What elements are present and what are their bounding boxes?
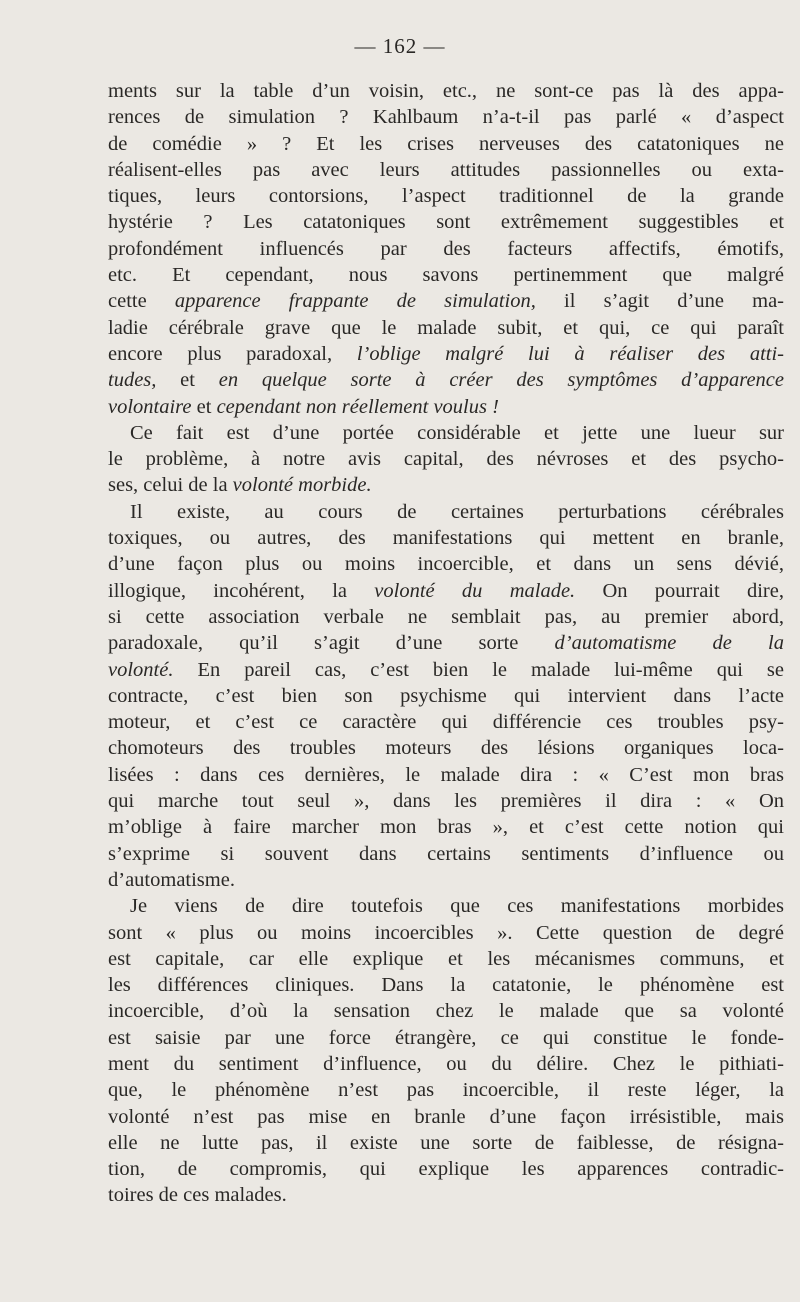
line-text: réalisent-elles pas avec leurs attitudes passionnelles ou exta- bbox=[108, 158, 784, 181]
text-line bbox=[108, 104, 784, 130]
line-text: m’oblige à faire marcher mon bras », et c’est cette notion qui bbox=[108, 816, 784, 839]
text-line bbox=[108, 814, 784, 840]
line-text: incoercible, d’où la sensation chez le malade que sa volonté bbox=[108, 1000, 784, 1023]
text-line bbox=[108, 657, 784, 683]
line-text: tion, de compromis, qui explique les apparences contradic- bbox=[108, 1158, 784, 1181]
text-line bbox=[108, 472, 784, 498]
text-line bbox=[108, 315, 784, 341]
line-text: est capitale, car elle explique et les mécanismes communs, et bbox=[108, 947, 784, 970]
text-line bbox=[108, 420, 784, 446]
text-line bbox=[108, 1025, 784, 1051]
line-text: ment du sentiment d’influence, ou du délire. Chez le pithiati- bbox=[108, 1052, 784, 1075]
line-text: paradoxale, qu’il s’agit d’une sorte bbox=[108, 632, 555, 655]
line-text: les différences cliniques. Dans la catatonie, le phénomène est bbox=[108, 974, 784, 997]
line-text: cette bbox=[108, 290, 175, 313]
text-line bbox=[108, 1182, 784, 1208]
text-line bbox=[108, 998, 784, 1024]
line-text: le problème, à notre avis capital, des névroses et des psycho- bbox=[108, 448, 784, 471]
italic-phrase: d’automatisme de la bbox=[554, 632, 784, 655]
text-line bbox=[108, 788, 784, 814]
line-text: Il existe, au cours de certaines perturbations cérébrales bbox=[130, 500, 784, 523]
body-text bbox=[108, 78, 784, 1209]
text-line bbox=[108, 841, 784, 867]
text-line bbox=[108, 1130, 784, 1156]
text-line bbox=[108, 131, 784, 157]
line-text: que, le phénomène n’est pas incoercible, il reste léger, la bbox=[108, 1079, 784, 1102]
text-line bbox=[108, 762, 784, 788]
line-text: volonté n’est pas mise en branle d’une façon irrésistible, mais bbox=[108, 1105, 784, 1128]
text-line bbox=[108, 630, 784, 656]
line-text: et bbox=[191, 395, 217, 418]
italic-phrase: apparence frappante de simulation, bbox=[174, 290, 536, 313]
line-text: d’une façon plus ou moins incoercible, et dans un sens dévié, bbox=[108, 553, 784, 576]
text-line bbox=[108, 1051, 784, 1077]
italic-phrase: tudes, bbox=[108, 369, 157, 392]
text-line bbox=[108, 920, 784, 946]
line-text: En pareil cas, c’est bien le malade lui-même qui se bbox=[173, 658, 784, 681]
line-text: contracte, c’est bien son psychisme qui intervient dans l’acte bbox=[108, 684, 784, 707]
text-line bbox=[108, 1104, 784, 1130]
italic-phrase: cependant non réellement voulus ! bbox=[216, 395, 499, 418]
line-text: est saisie par une force étrangère, ce qui constitue le fonde- bbox=[108, 1026, 784, 1049]
text-line bbox=[108, 288, 784, 314]
line-text: de comédie » ? Et les crises nerveuses des catatoniques ne bbox=[108, 132, 784, 155]
line-text: ladie cérébrale grave que le malade subit, et qui, ce qui paraît bbox=[108, 316, 784, 339]
line-text: encore plus paradoxal, bbox=[108, 342, 357, 365]
line-text: moteur, et c’est ce caractère qui différencie ces troubles psy- bbox=[108, 711, 784, 734]
line-text: On pourrait dire, bbox=[575, 579, 784, 602]
page-number: — 162 — bbox=[354, 34, 446, 58]
line-text: sont « plus ou moins incoercibles ». Cette question de degré bbox=[108, 921, 784, 944]
line-text: toxiques, ou autres, des manifestations qui mettent en branle, bbox=[108, 527, 784, 550]
text-line bbox=[108, 578, 784, 604]
line-text: ses, celui de la bbox=[108, 474, 233, 497]
line-text: etc. Et cependant, nous savons pertinemment que malgré bbox=[108, 264, 784, 287]
text-line bbox=[108, 209, 784, 235]
text-line bbox=[108, 262, 784, 288]
text-line bbox=[108, 78, 784, 104]
italic-phrase: en quelque sorte à créer des symptômes d’apparence bbox=[218, 369, 785, 392]
line-text: d’automatisme. bbox=[108, 868, 235, 891]
line-text: Je viens de dire toutefois que ces manifestations morbides bbox=[130, 895, 784, 918]
italic-phrase: volonté. bbox=[108, 658, 174, 681]
line-text: elle ne lutte pas, il existe une sorte de faiblesse, de résigna- bbox=[108, 1131, 784, 1154]
text-line bbox=[108, 604, 784, 630]
line-text: ments sur la table d’un voisin, etc., ne sont-ce pas là des appa- bbox=[108, 80, 784, 102]
text-line bbox=[108, 972, 784, 998]
text-line bbox=[108, 551, 784, 577]
italic-phrase: volonté morbide. bbox=[232, 474, 372, 497]
text-line bbox=[108, 1156, 784, 1182]
text-line bbox=[108, 499, 784, 525]
line-text: rences de simulation ? Kahlbaum n’a-t-il pas parlé « d’aspect bbox=[108, 106, 784, 129]
italic-phrase: volonté du malade. bbox=[374, 579, 576, 602]
line-text: s’exprime si souvent dans certains sentiments d’influence ou bbox=[108, 842, 784, 865]
text-line bbox=[108, 367, 784, 393]
text-line bbox=[108, 525, 784, 551]
text-line bbox=[108, 867, 784, 893]
text-line bbox=[108, 394, 784, 420]
text-line bbox=[108, 946, 784, 972]
line-text: si cette association verbale ne semblait pas, au premier abord, bbox=[108, 605, 784, 628]
text-line bbox=[108, 157, 784, 183]
line-text: il s’agit d’une ma- bbox=[535, 290, 784, 313]
text-line bbox=[108, 236, 784, 262]
line-text: Ce fait est d’une portée considérable et jette une lueur sur bbox=[130, 421, 784, 444]
line-text: chomoteurs des troubles moteurs des lésions organiques loca- bbox=[108, 737, 784, 760]
line-text: toires de ces malades. bbox=[108, 1184, 287, 1207]
text-line bbox=[108, 341, 784, 367]
text-line bbox=[108, 683, 784, 709]
italic-phrase: l’oblige malgré lui à réaliser des atti- bbox=[356, 342, 784, 365]
italic-phrase: volontaire bbox=[108, 395, 192, 418]
line-text: hystérie ? Les catatoniques sont extrêmement suggestibles et bbox=[108, 211, 784, 234]
text-line bbox=[108, 893, 784, 919]
text-line bbox=[108, 709, 784, 735]
line-text: et bbox=[156, 369, 219, 392]
line-text: lisées : dans ces dernières, le malade dira : « C’est mon bras bbox=[108, 763, 784, 786]
line-text: profondément influencés par des facteurs affectifs, émotifs, bbox=[108, 237, 784, 260]
line-text: qui marche tout seul », dans les premières il dira : « On bbox=[108, 790, 784, 813]
text-line bbox=[108, 735, 784, 761]
text-line bbox=[108, 183, 784, 209]
text-line bbox=[108, 446, 784, 472]
line-text: illogique, incohérent, la bbox=[108, 579, 375, 602]
text-line bbox=[108, 1077, 784, 1103]
line-text: tiques, leurs contorsions, l’aspect traditionnel de la grande bbox=[108, 185, 784, 208]
